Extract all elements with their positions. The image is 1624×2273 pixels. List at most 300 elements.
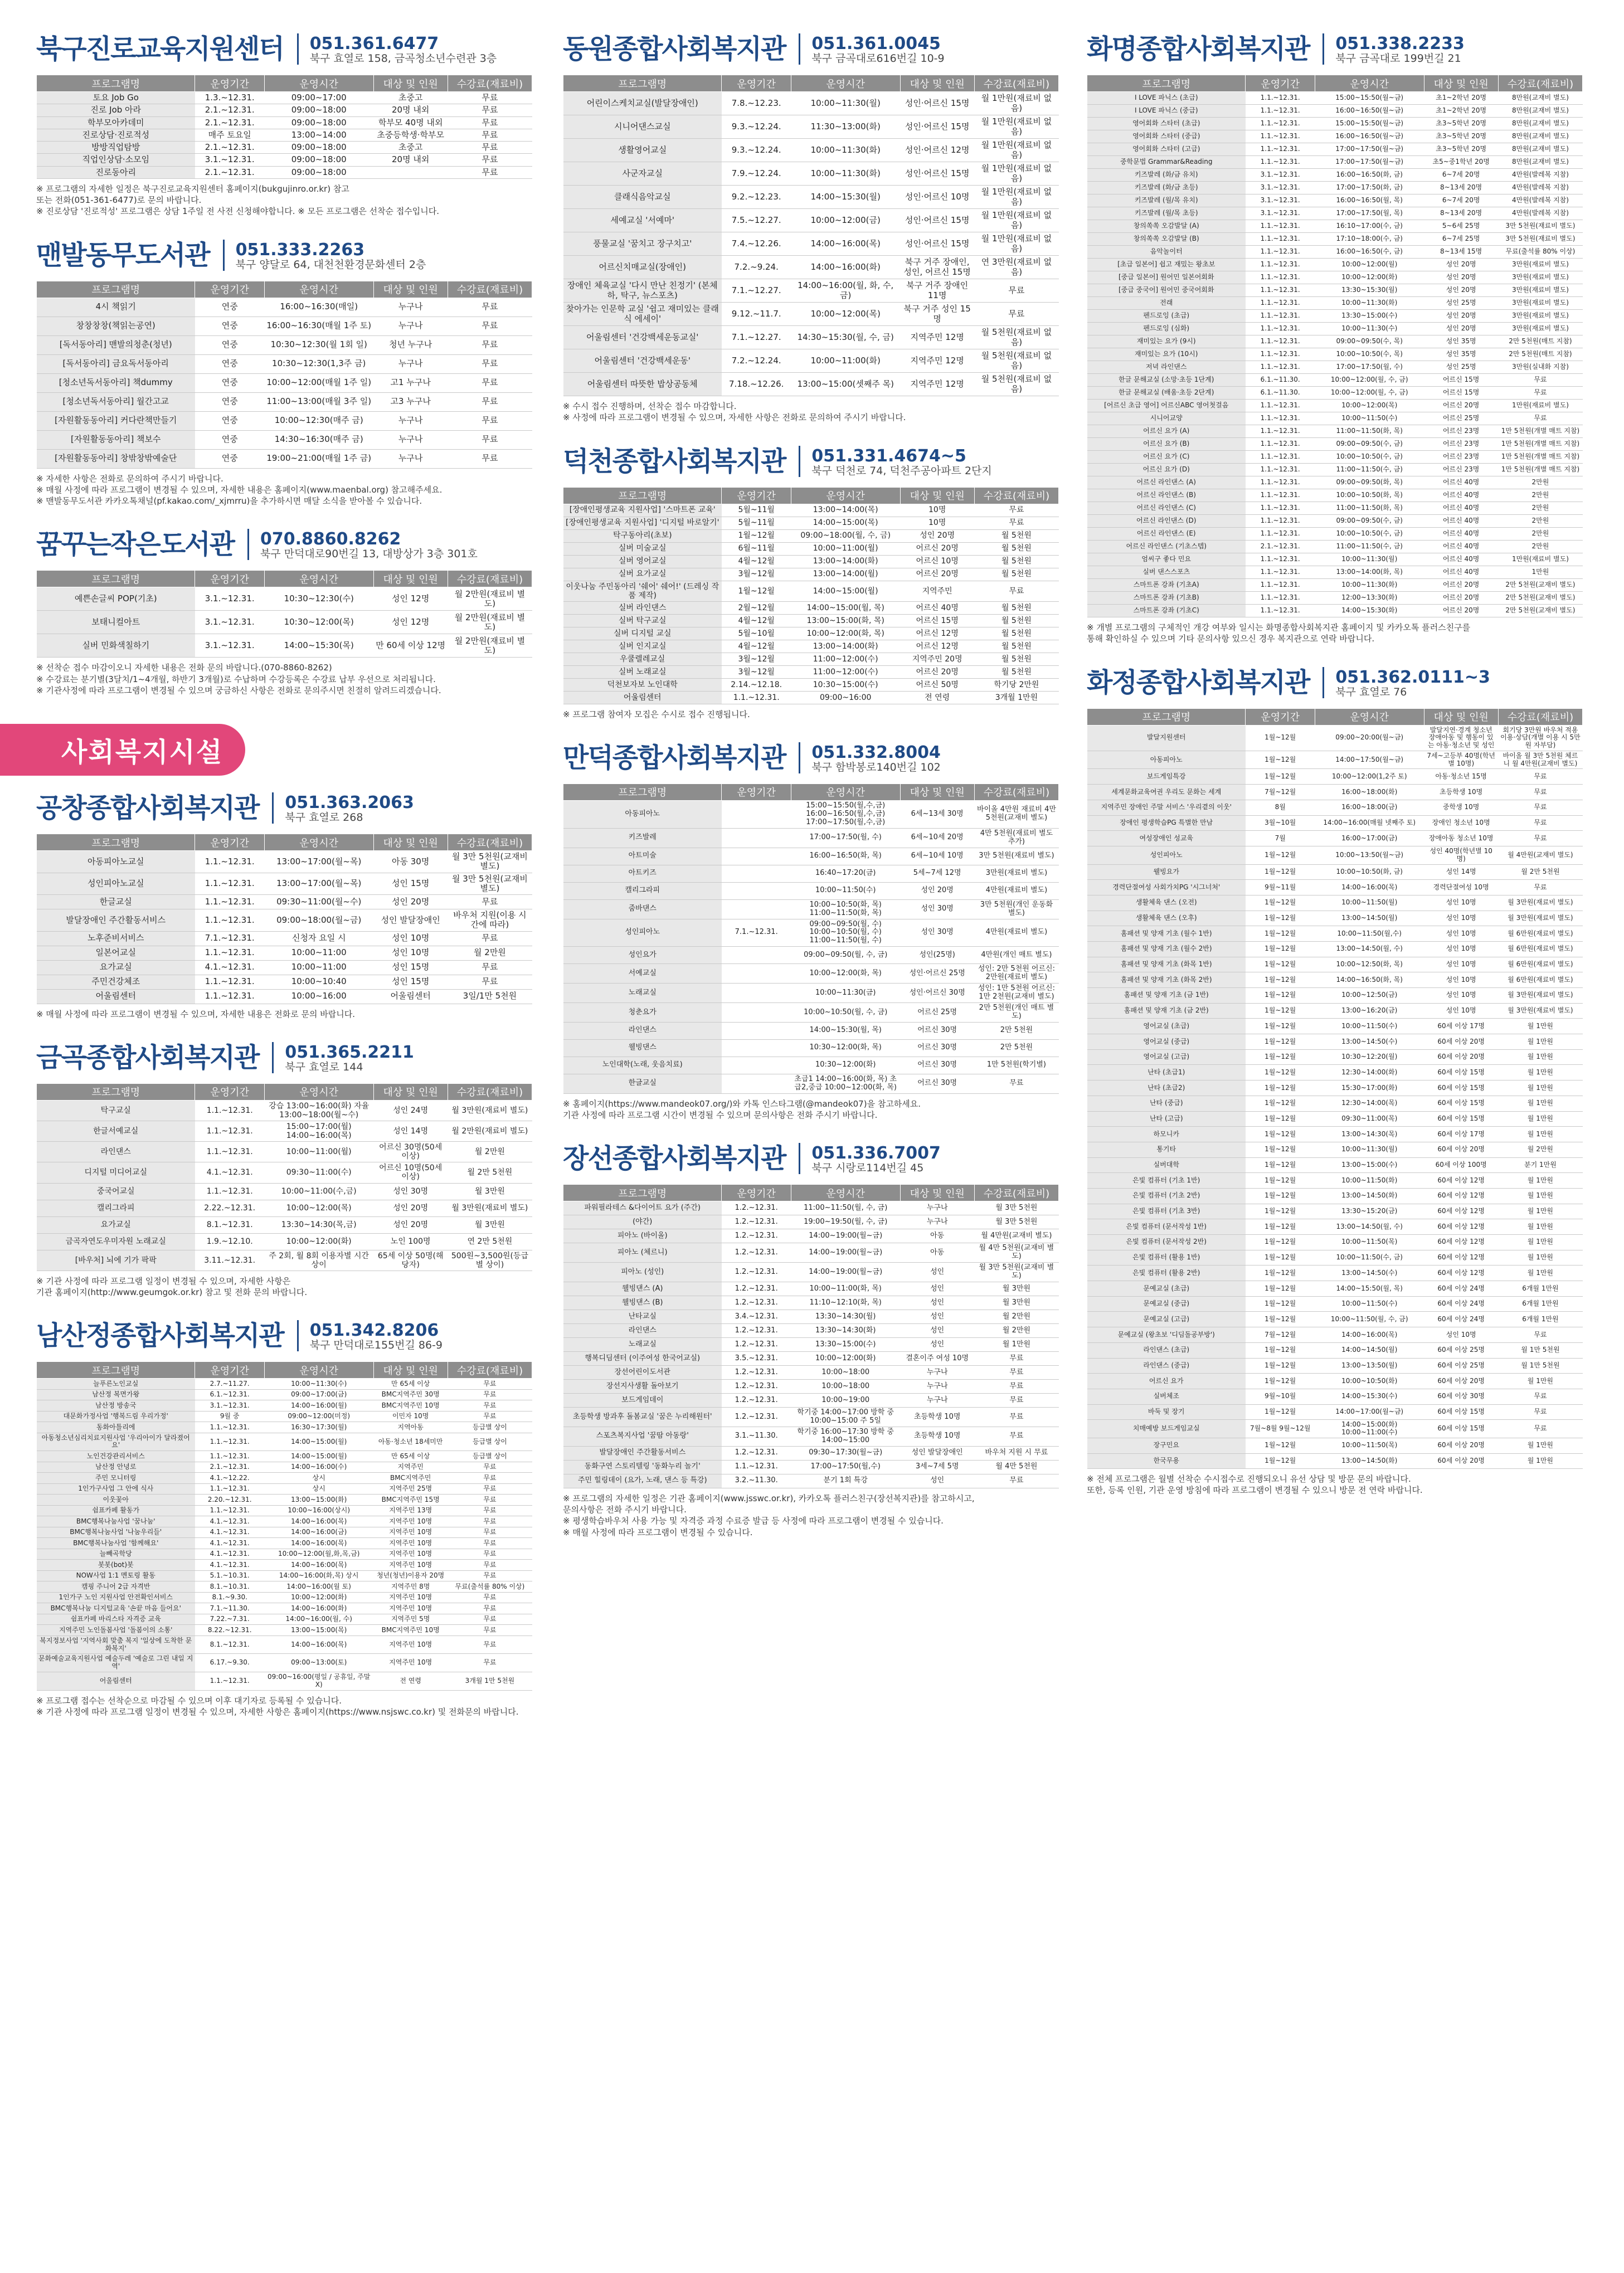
table-cell: 3.1.~12.31. [1246,194,1315,207]
table-cell: 1.1.~12.31. [722,1460,791,1474]
table-cell: 09:00~18:00 [264,104,373,116]
table-row [1087,259,1583,271]
table-cell: 성인 25명 [1424,297,1498,310]
table-cell: 12:30~14:00(목) [1315,1096,1424,1111]
table-cell: 13:00~14:00(화) [791,640,900,653]
table-cell: 초3~5학년 20명 [1424,130,1498,143]
table-cell: 2.1.~12.31. [195,142,264,154]
table-cell: 13:00~14:50(월, 수) [1315,1219,1424,1235]
table-cell: 일본어교실 [37,946,195,960]
facility-title: 북구진로교육지원센터 [36,33,299,65]
table-cell: 창의쏙쏙 오감발달 (A) [1087,220,1246,233]
table-cell: 09:00~20:00(월~금) [1315,725,1424,751]
table-cell: 1.2.~12.31. [722,1282,791,1296]
table-cell: 17:10~18:00(수, 금) [1315,233,1424,246]
table-row [1087,464,1583,476]
facility-phone: 051.365.2211 [285,1042,414,1062]
table-cell: 1월~12월 [1246,1173,1315,1189]
table-cell: 어르신 요가 (D) [1087,464,1246,476]
table-cell: 4만원(개인 매트 별도) [974,947,1058,964]
table-cell: 10:00~11:50(수) [791,882,900,899]
table-cell: 어르신 40명 [1424,489,1498,502]
table-cell: 월 1만원(재료비 없음) [974,115,1058,139]
table-row [1087,323,1583,335]
table-cell: 누구나 [900,1215,974,1229]
table-row [37,1570,532,1581]
table-cell: 펜드로잉 (초급) [1087,310,1246,323]
table-row [1087,1453,1583,1469]
table-row [563,349,1059,373]
column-header: 운영시간 [1315,75,1424,92]
table-cell: 어르신치매교실(장애인) [563,256,722,279]
column-header: 운영기간 [1246,75,1315,92]
table-cell: 14:00~19:00(월~금) [791,1243,900,1263]
table-cell: 실버 디지털 교실 [563,627,722,640]
table-row [563,899,1059,919]
table-cell: 무료 [448,317,532,335]
table-row [37,1654,532,1672]
table-cell: 웰빙댄스 (A) [563,1282,722,1296]
table-cell: 은빛 컴퓨터 (기초 1반) [1087,1173,1246,1189]
table-cell: 13:00~16:20(금) [1315,1003,1424,1019]
table-cell: 14:00~16:00(목) [1315,1327,1424,1343]
table-cell: 노후준비서비스 [37,931,195,946]
table-row [1087,1049,1583,1065]
table-cell: 월 3만 5천원(교재비 별도) [974,1263,1058,1282]
column-2 [563,33,1059,1560]
table-cell: 09:00~09:50(수, 금) [1315,438,1424,451]
table-cell: 20명 내외 [373,104,448,116]
table-cell: 8~13세 20명 [1424,207,1498,220]
table-cell: 4.1.~12.31. [195,1549,264,1560]
table-cell: 8.1.~9.30. [195,1592,264,1603]
table-cell: 실버 탁구교실 [563,614,722,627]
table-cell: 탁구교실 [37,1100,195,1121]
table-cell: [중급 일본어] 원어민 일본어회화 [1087,271,1246,284]
table-cell: 09:00~17:00 [264,92,373,104]
table-cell: 한글 문해교실 (소망·초등 1단계) [1087,374,1246,387]
facility-notes [563,1098,1059,1121]
table-cell: 초등학생 10명 [1424,785,1498,800]
table-cell: 1.1.~12.31. [1246,310,1315,323]
column-header: 프로그램명 [37,834,195,851]
table-cell: 1.1.~12.31. [195,1183,264,1200]
table-row [1087,1219,1583,1235]
table-cell: 라인댄스 [563,1324,722,1338]
table-cell: 월 1만원 [1498,1235,1582,1250]
column-header: 프로그램명 [37,1362,195,1379]
table-cell: 성인 20명 [1424,284,1498,297]
table-row [563,964,1059,984]
facility-phone: 051.333.2263 [235,240,365,260]
table-cell: 1만원 [1498,566,1582,579]
table-row [37,960,532,975]
table-cell: 10:00~11:30(수) [1315,323,1424,335]
table-cell: 성인 30명 [900,919,974,947]
table-cell: 성인 15명 [373,873,448,895]
column-header: 프로그램명 [37,1083,195,1100]
table-cell: 연중 [195,430,264,449]
column-header: 운영기간 [722,487,791,504]
table-cell: 09:00~18:00 [264,154,373,166]
table-cell: 어르신 20명 [1424,400,1498,412]
table-cell: 무료 [448,430,532,449]
table-cell: [초급 일본어] 쉽고 재밌는 왕초보 [1087,259,1246,271]
program-table [563,783,1059,1094]
facility-header [36,240,532,271]
table-cell: 성인 [900,1263,974,1282]
table-cell: 1.1.~12.31. [195,895,264,909]
facility-section [36,240,532,507]
table-cell: 1월~12월 [1246,1219,1315,1235]
table-row [1087,957,1583,972]
table-cell: 11:00~13:00(매월 3주 일) [264,392,373,411]
table-cell: 60세 이상 15명 [1424,1065,1498,1080]
table-cell: 성인 25명 [1424,361,1498,374]
table-row [1087,284,1583,297]
table-cell: 봇봇(bot)봇 [37,1560,195,1571]
table-cell: 지역주민 5명 [373,1614,448,1625]
table-row [1087,207,1583,220]
table-row [563,1427,1059,1446]
table-cell: 1.9.~12.10. [195,1233,264,1250]
table-row [37,298,532,317]
table-row [37,1614,532,1625]
table-cell: 홈패션 및 양재 기초 (금 2반) [1087,1003,1246,1019]
table-cell: 무료 [974,1352,1058,1366]
table-cell: 월 1만원 [1498,1188,1582,1204]
table-cell: 1.1.~12.31. [195,1142,264,1162]
table-cell: 1월~12월 [1246,1266,1315,1281]
table-cell: 은빛 컴퓨터 (문서작성 1반) [1087,1219,1246,1235]
table-cell: 3만원(재료비 별도) [1498,259,1582,271]
table-cell: BMC행복나눔 디지털교육 '손끝 마음 들어요' [37,1603,195,1614]
table-cell: 10:00~12:00(목) [264,1200,373,1216]
table-cell: 5.1.~10.31. [195,1570,264,1581]
table-cell: 14:00~15:30(월) [791,186,900,209]
table-cell: 저녁 라인댄스 [1087,361,1246,374]
facility-title: 장선종합사회복지관 [563,1143,800,1174]
table-cell: 무료 [1498,880,1582,895]
note-line: ※ 기관사정에 따라 프로그램이 변경될 수 있으며 궁금하신 사항은 전화로 문의주시면 친절히 알려드리겠습니다. [36,685,441,695]
table-cell: 성인 12명 [373,587,448,611]
facility-section [36,529,532,696]
table-cell: 8~13세 15명 [1424,246,1498,259]
table-cell: 초5~중1학년 20명 [1424,156,1498,169]
table-header-row [563,75,1059,92]
table-cell: 성인 10명 [1424,1003,1498,1019]
table-cell: 어르신 40명 [1424,476,1498,489]
table-cell: 13:00~14:00 [264,129,373,141]
table-cell: 1월~12월 [1246,1080,1315,1096]
table-cell: 10:00~10:50(화, 목) 11:00~11:50(화, 목) [791,899,900,919]
table-cell: 1월~12월 [1246,1296,1315,1312]
table-cell: 월 1만원 [1498,1034,1582,1050]
table-row [1087,1111,1583,1127]
note-line: 또한, 등록 인원, 기관 운영 방침에 따라 프로그램이 변경될 수 있으니 방문 전 연락 바랍니다. [1087,1485,1423,1496]
column-header: 프로그램명 [37,281,195,298]
table-cell: 성인 12명 [373,611,448,634]
table-cell: 2만 5천원 [974,1022,1058,1039]
table-cell: 3.11.~12.31. [195,1250,264,1271]
column-header: 운영시간 [791,75,900,92]
table-row [563,279,1059,303]
table-cell: 10:00~19:00 [791,1394,900,1408]
table-cell: 지역아동 [373,1422,448,1433]
table-row [37,931,532,946]
table-cell: 09:00~09:50(화, 목) [1315,476,1424,489]
table-cell: 성인 10명 [1424,972,1498,988]
table-cell: 어르신 40명 [1424,502,1498,515]
facility-section [563,1143,1059,1538]
table-cell: 7월~8월 9월~12월 [1246,1420,1315,1438]
table-cell: 초중고 [373,142,448,154]
table-cell: 문예교실 (초급) [1087,1281,1246,1297]
table-cell: 월 2만원 [974,1310,1058,1324]
table-cell: 3.4.~12.31. [722,1310,791,1324]
table-cell: 10:30~15:00(수) [791,678,900,691]
table-row [1087,1173,1583,1189]
table-row [563,209,1059,232]
table-row [563,800,1059,828]
table-cell: 3월~12월 [722,653,791,665]
table-cell: 1.1.~12.31. [1246,92,1315,105]
table-cell: 등급별 상이 [448,1433,532,1451]
table-cell: 1.2.~12.31. [722,1215,791,1229]
table-cell: 어린이스케치교실(발달장애인) [563,92,722,115]
table-cell [722,899,791,919]
table-cell: 60세 이상 12명 [1424,1219,1498,1235]
table-cell: 15:00~15:50(월,수,금) 16:00~16:50(월,수,금) 17:00~17:50(월,수,금) [791,800,900,828]
table-cell: 지역주민 [900,581,974,601]
table-cell: 6.17.~9.30. [195,1654,264,1672]
table-cell: 회기당 3만원 바우처 적용 이용·상담(개별 이용 시 5만원 자부담) [1498,725,1582,751]
table-cell: 13:30~14:30(월) [791,1310,900,1324]
table-cell: 만 65세 이상 [373,1451,448,1462]
table-cell [373,166,448,178]
table-cell: 홈패션 및 양재 기초 (화목 2반) [1087,972,1246,988]
table-cell [722,964,791,984]
table-cell: 16:00~16:30(매일) [264,298,373,317]
table-row [1087,528,1583,541]
facility-address: 북구 시랑로114번길 45 [811,1162,924,1175]
table-cell: 성인·어르신 15명 [900,209,974,232]
table-cell: 월 1만원(재료비 없음) [974,209,1058,232]
table-cell: 지역주민 13명 [373,1505,448,1516]
table-cell: 성인·어르신 15명 [900,162,974,186]
table-cell: 라인댄스 [37,1142,195,1162]
table-cell: 상시 [264,1483,373,1495]
table-row [563,614,1059,627]
table-cell: 누구나 [373,411,448,430]
table-cell: 3만원(재료비 별도) [1498,271,1582,284]
table-cell: 10:00~16:00(상시) [264,1505,373,1516]
table-cell: 누구나 [373,354,448,373]
table-cell: 8만원(교재비 별도) [1498,130,1582,143]
table-cell: 월 3만원(재료비 별도) [448,1200,532,1216]
table-cell: 키즈발레 [563,828,722,848]
table-cell: 어르신 40명 [1424,541,1498,553]
table-cell: 7.5.~12.27. [722,209,791,232]
table-cell: 장애인 청소년 10명 [1424,815,1498,831]
table-cell: 성인 40명(학년별 10명) [1424,846,1498,864]
table-cell: 연 2만 5천원 [448,1233,532,1250]
table-row [1087,1065,1583,1080]
table-cell: 풍물교실 '꿈치고 장구치고' [563,232,722,256]
facility-section [36,792,532,1020]
table-cell: 월 1만원 [1498,1204,1582,1219]
program-table [1087,75,1583,617]
table-row [37,166,532,178]
table-row [1087,911,1583,926]
table-cell: 10:00~11:00(화, 목) [791,1282,900,1296]
column-header: 대상 및 인원 [1424,708,1498,725]
column-header: 프로그램명 [37,75,195,92]
table-row [1087,156,1583,169]
table-cell: 강습 13:00~16:00(화) 자율 13:00~18:00(월~수) [264,1100,373,1121]
note-line: ※ 평생학습바우처 사용 가능 및 자격증 과정 수료증 발급 등 사정에 따라 프로그램이 변경될 수 있습니다. [563,1516,944,1526]
column-header: 운영시간 [264,834,373,851]
table-cell: 10:00~11:30(월) [1315,1142,1424,1157]
table-cell: 아동 30명 [373,851,448,873]
table-cell: 1.2.~12.31. [722,1380,791,1394]
table-cell: 17:00~17:50(월, 수) [1315,361,1424,374]
table-cell: 10:00~12:00(1,2주 토) [1315,769,1424,785]
column-header: 대상 및 인원 [900,1185,974,1201]
table-cell: 세예교실 '서예마' [563,209,722,232]
table-cell: 바우처 지원 시 무료 [974,1446,1058,1460]
table-cell: 1.1.~12.31. [195,989,264,1004]
table-cell: 14:00~16:00(목) [264,1538,373,1549]
table-cell: 1.1.~12.31. [195,1422,264,1433]
facility-address: 북구 효열로 76 [1335,685,1407,698]
table-cell: 연중 [195,298,264,317]
table-cell: 1.1.~12.31. [1246,361,1315,374]
column-header: 운영기간 [195,1362,264,1379]
note-line: ※ 매월 사정에 따라 프로그램이 변경될 수 있으며, 자세한 내용은 홈페이지(www.maenbal.org) 참고해주세요. [36,484,443,495]
column-header: 수강료(재료비) [448,1362,532,1379]
table-cell: 10:00~12:00(화, 목) [791,964,900,984]
table-cell: 10:00~11:00(수,금) [264,1183,373,1200]
table-cell: 성인·어르신 15명 [900,115,974,139]
table-cell: 이웃나눔 주민동아리 '쉐어' 쉐어!' (드레싱 작품 제작) [563,581,722,601]
table-cell: 성인 20명 [1424,259,1498,271]
table-cell: 초중등학생·학부모 [373,129,448,141]
table-cell: 7월~12월 [1246,1327,1315,1343]
table-cell: 무료 [448,116,532,129]
table-cell: 성인 [900,1282,974,1296]
table-cell: 성인 14명 [373,1121,448,1141]
table-cell: 스마트폰 강좌 (기초C) [1087,605,1246,617]
table-cell: 7.2.~9.24. [722,256,791,279]
table-cell: 13:00~15:00(화) [264,1495,373,1506]
table-cell: 14:00~15:00(목) [791,517,900,529]
table-cell: 성인: 1만 5천원 어르신: 1만 2천원(교재비 별도) [974,984,1058,1003]
table-cell: 10:00~10:40 [264,975,373,989]
facility-title: 남산정종합사회복지관 [36,1320,299,1351]
facility-title: 동원종합사회복지관 [563,33,800,65]
table-cell [722,947,791,964]
table-row [37,1216,532,1233]
table-cell: 무료 [1498,1327,1582,1343]
table-cell: 창의쏙쏙 오감발달 (B) [1087,233,1246,246]
table-cell: 바우처 지원(이용 시간에 따라) [448,909,532,932]
table-cell: 1월~12월 [1246,957,1315,972]
table-cell: 토요 Job Go [37,92,195,104]
table-cell: 노래교실 [563,984,722,1003]
table-cell: 1.1.~12.31. [1246,271,1315,284]
facility-contact [249,530,478,560]
table-row [1087,220,1583,233]
table-cell: 주민건강체조 [37,975,195,989]
table-cell [722,1057,791,1074]
table-row [563,162,1059,186]
table-cell: 파워필라테스 &다이어트 요가 (주간) [563,1201,722,1215]
note-line: ※ 맨발동무도서관 카카오톡채널(pf.kakao.com/_xjmrru)을 추가하시면 매달 소식을 받아볼 수 있습니다. [36,496,422,506]
table-cell: 홈패션 및 양재 기초 (화목 1반) [1087,957,1246,972]
table-cell: 1월~12월 [722,529,791,542]
table-cell: 학부모아카데미 [37,116,195,129]
table-cell: 성인 [900,1310,974,1324]
table-row [1087,605,1583,617]
table-cell: 어르신 20명 [900,568,974,581]
table-cell: 재미있는 요가 (10시) [1087,348,1246,361]
table-row [563,1310,1059,1324]
table-cell: 3만원(재료비 별도) [1498,323,1582,335]
table-cell: 10:00~12:00(화) [1315,271,1424,284]
table-cell: 요가교실 [37,960,195,975]
table-cell: 14:00~19:00(월~금) [791,1263,900,1282]
table-cell: 성인요가 [563,947,722,964]
note-line: ※ 프로그램의 자세한 일정은 북구진로교육지원센터 홈페이지(bukgujinro.or.kr) 참고 [36,183,349,194]
table-cell: 월 3만원(재료비 별도) [1498,988,1582,1004]
table-cell: 10:00~12:00(화) [791,1352,900,1366]
table-cell: 2.20.~12.31. [195,1495,264,1506]
table-row [563,1446,1059,1460]
facility-address: 북구 양달로 64, 대천천환경문화센터 2층 [235,258,426,271]
table-row [1087,1296,1583,1312]
table-row [37,873,532,895]
table-row [37,1538,532,1549]
facility-header [36,33,532,65]
table-cell: 1월~12월 [1246,988,1315,1004]
table-cell: 지역주민 10명 [373,1592,448,1603]
table-cell: 남산정 복면가왕 [37,1389,195,1400]
facility-phone: 051.336.7007 [811,1143,941,1164]
table-cell: 신청자 요일 시 [264,931,373,946]
table-cell: 월 5천원 [974,627,1058,640]
table-cell: 아트키즈 [563,865,722,882]
table-cell: 월 1만원 [1498,1080,1582,1096]
table-cell: 어르신 23명 [1424,451,1498,464]
table-cell: 10:30~12:00(화) [791,1057,900,1074]
column-header: 수강료(재료비) [974,487,1058,504]
table-row [1087,130,1583,143]
table-cell: 10:00~18:00 [791,1366,900,1380]
table-cell: 10:00~12:30(매주 금) [264,411,373,430]
table-row [37,1400,532,1412]
table-cell: 은빛 컴퓨터 (활용 2반) [1087,1266,1246,1281]
table-cell: 09:00~18:00(월, 수, 금) [791,529,900,542]
table-cell: 어르신 25명 [900,1003,974,1023]
table-cell: 월 5천원 [974,665,1058,678]
table-cell: 무료 [448,354,532,373]
table-cell: 초급1 14:00~16:00(화, 목) 초급2,중급 10:00~12:00(화, 목) [791,1074,900,1093]
table-cell: 13:00~14:00(목) [791,504,900,517]
table-row [563,1338,1059,1352]
table-cell: 16:00~17:00(금) [1315,831,1424,846]
table-cell: 1월~12월 [1246,1049,1315,1065]
